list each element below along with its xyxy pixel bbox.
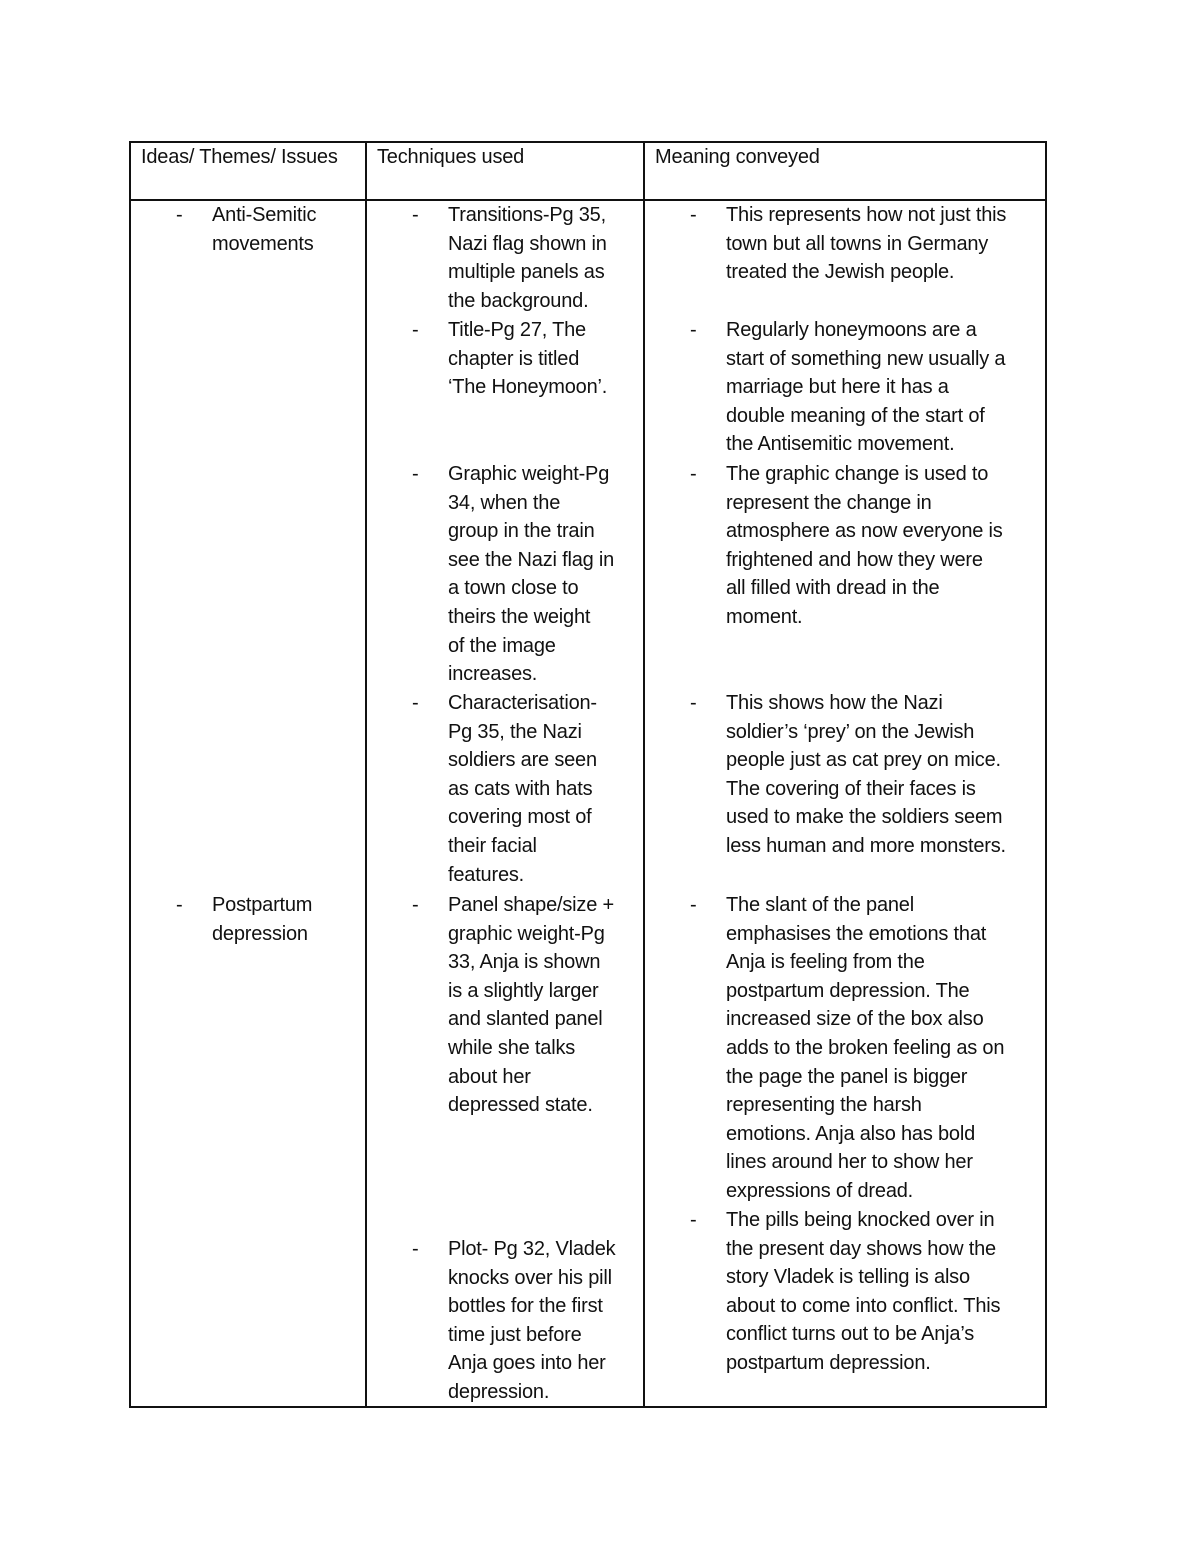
text-line: frightened and how they were — [726, 548, 983, 571]
bullet-dash: - — [176, 894, 183, 916]
header-meaning: Meaning conveyed — [655, 146, 820, 168]
text-line: the background. — [448, 289, 589, 312]
text-line: This represents how not just this — [726, 204, 1007, 226]
text-line: The pills being knocked over in — [726, 1209, 995, 1231]
text-line: Graphic weight-Pg — [448, 463, 610, 485]
text-line: and slanted panel — [448, 1008, 603, 1031]
text-line: increased size of the box also — [726, 1008, 984, 1031]
column-divider — [643, 143, 645, 1406]
text-line: group in the train — [448, 520, 595, 543]
text-line: The slant of the panel — [726, 894, 914, 916]
bullet-dash: - — [690, 319, 697, 341]
text-line: knocks over his pill — [448, 1266, 612, 1289]
bullet-dash: - — [176, 204, 183, 226]
header-techniques: Techniques used — [377, 146, 525, 168]
bullet-dash: - — [412, 204, 419, 226]
text-line: about her — [448, 1065, 531, 1088]
text-line: the Antisemitic movement. — [726, 433, 955, 456]
bullet-dash: - — [690, 1209, 697, 1231]
text-line: depressed state. — [448, 1094, 593, 1117]
text-line: covering most of — [448, 806, 592, 829]
text-line: multiple panels as — [448, 261, 605, 284]
text-line: bottles for the first — [448, 1295, 603, 1318]
text-line: theirs the weight — [448, 606, 591, 628]
text-line: as cats with hats — [448, 777, 593, 800]
text-line: is a slightly larger — [448, 979, 599, 1002]
text-line: Regularly honeymoons are a — [726, 319, 977, 341]
text-line: moment. — [726, 606, 803, 628]
text-line: story Vladek is telling is also — [726, 1266, 970, 1289]
text-line: Panel shape/size + — [448, 894, 614, 916]
text-line: features. — [448, 863, 525, 886]
text-line: Anti-Semitic — [212, 204, 317, 226]
text-line: Nazi flag shown in — [448, 232, 607, 255]
text-line: Title-Pg 27, The — [448, 319, 586, 341]
text-line: Anja goes into her — [448, 1352, 606, 1375]
text-line: expressions of dread. — [726, 1180, 914, 1202]
text-line: see the Nazi flag in — [448, 548, 615, 571]
text-line: double meaning of the start of — [726, 404, 985, 427]
bullet-dash: - — [412, 463, 419, 485]
text-line: 34, when the — [448, 491, 561, 514]
bullet-dash: - — [412, 1238, 419, 1260]
text-line: Plot- Pg 32, Vladek — [448, 1238, 616, 1260]
bullet-dash: - — [690, 463, 697, 485]
bullet-dash: - — [412, 319, 419, 341]
text-line: a town close to — [448, 577, 579, 600]
text-line: the present day shows how the — [726, 1237, 996, 1260]
text-line: Transitions-Pg 35, — [448, 204, 606, 226]
text-line: start of something new usually a — [726, 347, 1006, 370]
text-line: Characterisation- — [448, 692, 597, 714]
text-line: increases. — [448, 663, 538, 686]
text-line: adds to the broken feeling as on — [726, 1037, 1005, 1059]
text-line: The graphic change is used to — [726, 463, 989, 485]
text-line: representing the harsh — [726, 1094, 922, 1117]
text-line: of the image — [448, 634, 556, 657]
text-line: Pg 35, the Nazi — [448, 720, 582, 743]
text-line: This shows how the Nazi — [726, 692, 943, 714]
text-line: their facial — [448, 835, 537, 857]
bullet-dash: - — [412, 894, 419, 916]
text-line: used to make the soldiers seem — [726, 806, 1003, 829]
text-line: depression — [212, 922, 308, 945]
text-line: Postpartum — [212, 894, 313, 916]
text-line: 33, Anja is shown — [448, 951, 601, 974]
text-line: soldier’s ‘prey’ on the Jewish — [726, 720, 975, 743]
text-line: lines around her to show her — [726, 1151, 973, 1174]
text-line: emotions. Anja also has bold — [726, 1122, 976, 1145]
text-line: soldiers are seen — [448, 749, 597, 772]
text-line: represent the change in — [726, 491, 932, 514]
text-line: ‘The Honeymoon’. — [448, 376, 608, 399]
text-line: people just as cat prey on mice. — [726, 749, 1001, 772]
bullet-dash: - — [690, 204, 697, 226]
text-line: conflict turns out to be Anja’s — [726, 1323, 975, 1346]
text-line: postpartum depression. The — [726, 979, 970, 1002]
text-line: less human and more monsters. — [726, 835, 1006, 857]
header-ideas: Ideas/ Themes/ Issues — [141, 146, 338, 168]
text-line: emphasises the emotions that — [726, 922, 987, 945]
text-line: graphic weight-Pg — [448, 922, 605, 945]
bullet-dash: - — [412, 692, 419, 714]
bullet-dash: - — [690, 692, 697, 714]
text-line: postpartum depression. — [726, 1352, 931, 1374]
text-line: depression. — [448, 1381, 550, 1403]
text-line: about to come into conflict. This — [726, 1294, 1001, 1317]
text-line: atmosphere as now everyone is — [726, 520, 1003, 543]
text-line: treated the Jewish people. — [726, 261, 955, 284]
text-line: the page the panel is bigger — [726, 1065, 968, 1088]
text-line: The covering of their faces is — [726, 777, 976, 800]
text-line: chapter is titled — [448, 347, 580, 370]
text-line: movements — [212, 232, 314, 255]
text-line: all filled with dread in the — [726, 577, 940, 600]
text-line: marriage but here it has a — [726, 376, 949, 399]
text-line: time just before — [448, 1323, 582, 1346]
column-divider — [365, 143, 367, 1406]
text-line: town but all towns in Germany — [726, 232, 989, 255]
bullet-dash: - — [690, 894, 697, 916]
text-line: while she talks — [448, 1037, 576, 1059]
text-line: Anja is feeling from the — [726, 951, 925, 974]
